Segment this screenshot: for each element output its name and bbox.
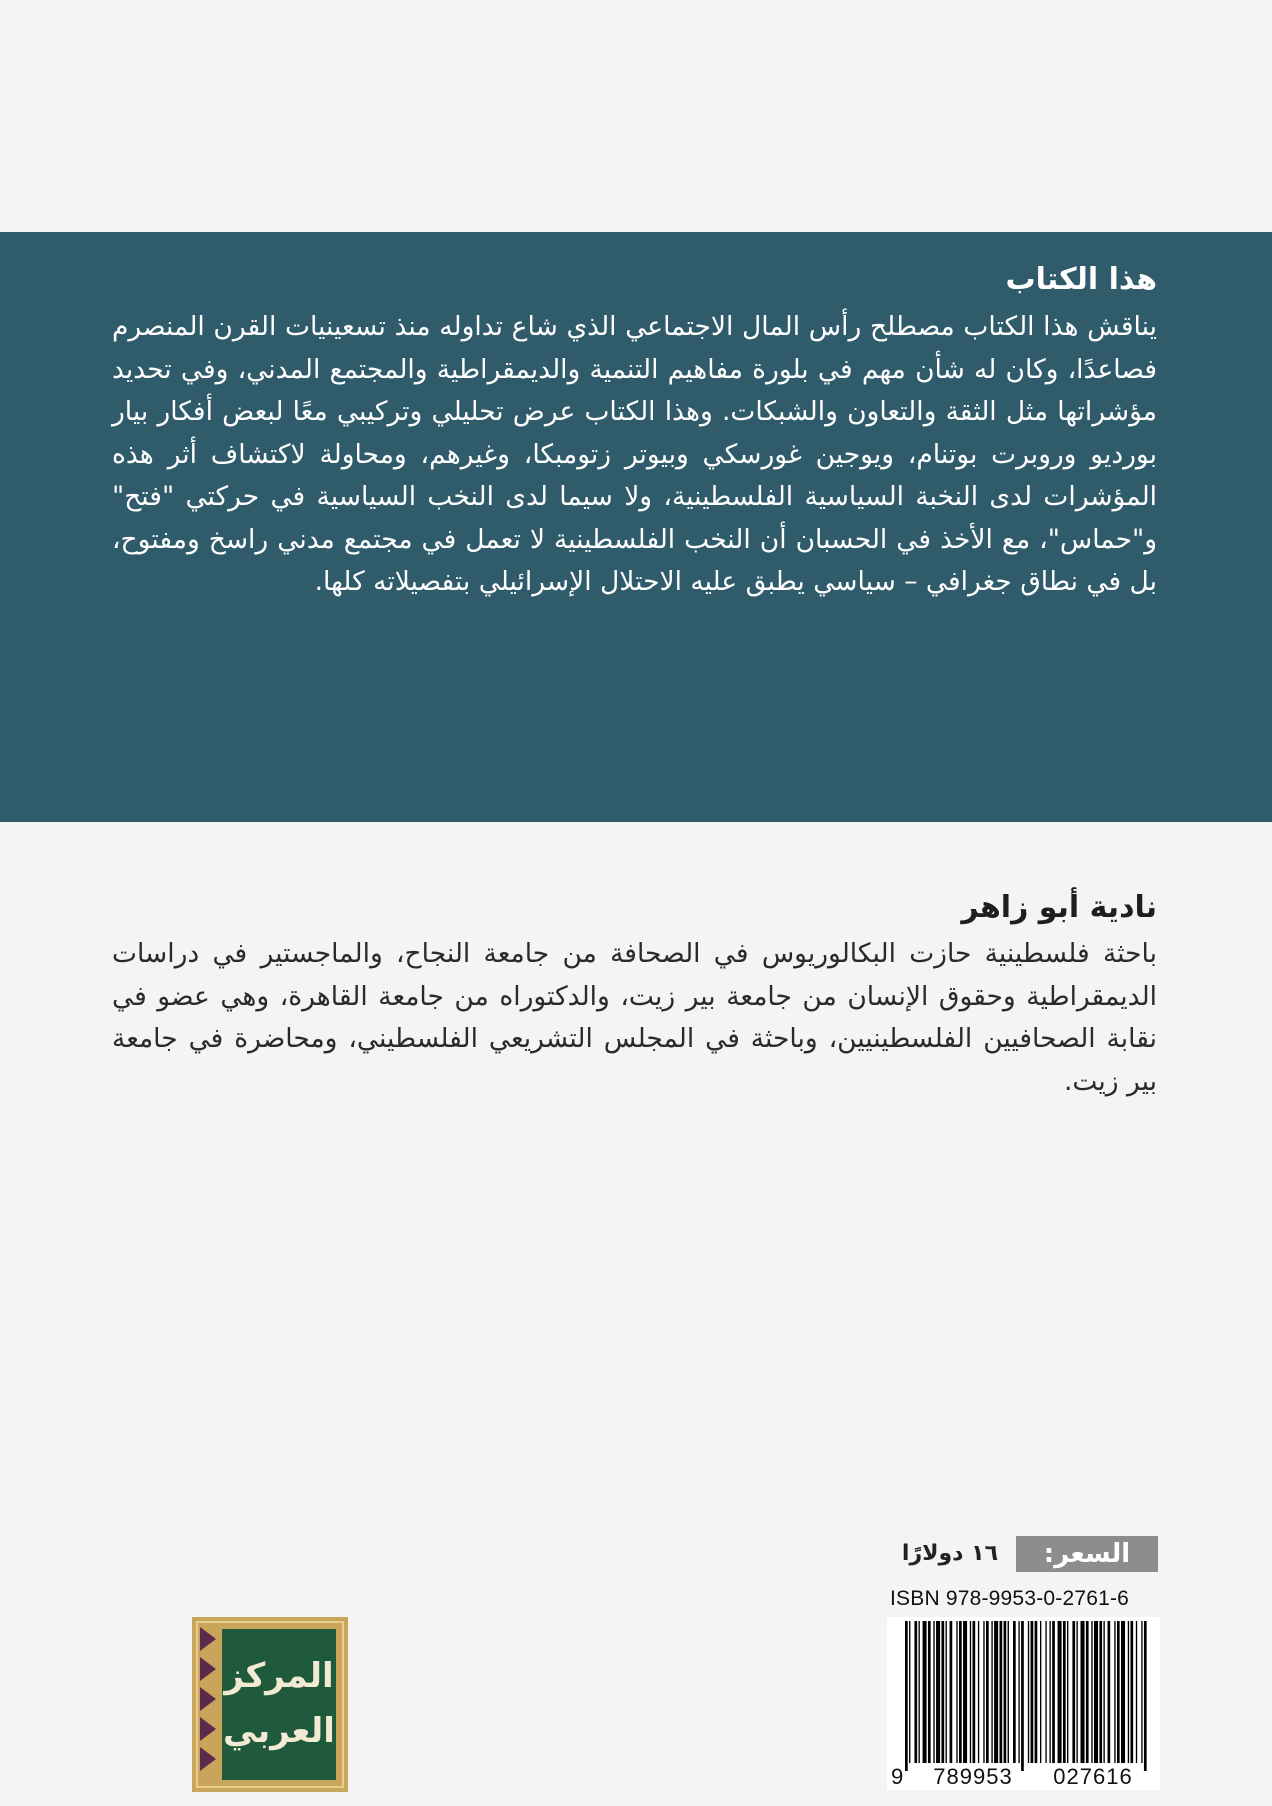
- price-label: السعر:: [1016, 1536, 1158, 1572]
- barcode-first-digit: 9: [891, 1764, 904, 1789]
- barcode-right-digits: 027616: [1053, 1764, 1133, 1789]
- svg-text:المركز: المركز: [224, 1656, 334, 1696]
- author-name: نادية أبو زاهر: [961, 890, 1157, 925]
- about-book-text: يناقش هذا الكتاب مصطلح رأس المال الاجتماعي الذي شاع تداوله منذ تسعينيات القرن المنصرم فصاعدًا، وكان له شأن مهم في بلورة مفاهيم التنمية والديمقراطية والمجتمع المدني، وفي تحديد مؤشراتها مثل الثقة والتعاون والشبكات. وهذا الكتاب عرض تحليلي وتركيبي معًا لبعض أفكار بيار بورديو وروبرت بوتنام، ويوجين غورسكي وبيوتر زتومبكا، وغيرهم، ومحاولة لاكتشاف أثر هذه المؤشرات لدى النخبة السياسية الفلسطينية، ولا سيما لدى النخب السياسية في حركتي "فتح" و"حماس"، مع الأخذ في الحسبان أن النخب الفلسطينية لا تعمل في مجتمع مدني راسخ ومفتوح، بل في نطاق جغرافي – سياسي يطبق عليه الاحتلال الإسرائيلي بتفصيلاته كلها.: [112, 311, 1157, 597]
- price-value: ١٦ دولارًا: [901, 1541, 998, 1566]
- arab-center-logo-icon: [192, 1617, 348, 1792]
- about-book-heading: هذا الكتاب: [1005, 262, 1157, 297]
- isbn-text: ISBN 978-9953-0-2761-6: [890, 1587, 1130, 1610]
- svg-text:العربي: العربي: [223, 1711, 335, 1751]
- barcode: [887, 1617, 1160, 1790]
- author-bio: باحثة فلسطينية حازت البكالوريوس في الصحافة من جامعة النجاح، والماجستير في دراسات الديمقراطية وحقوق الإنسان من جامعة بير زيت، والدكتوراه من جامعة القاهرة، وهي عضو في نقابة الصحافيين الفلسطينيين، وباحثة في المجلس التشريعي الفلسطيني، ومحاضرة في جامعة بير زيت.: [112, 938, 1157, 1097]
- price-block: [885, 1536, 1158, 1572]
- barcode-left-digits: 789953: [933, 1764, 1013, 1789]
